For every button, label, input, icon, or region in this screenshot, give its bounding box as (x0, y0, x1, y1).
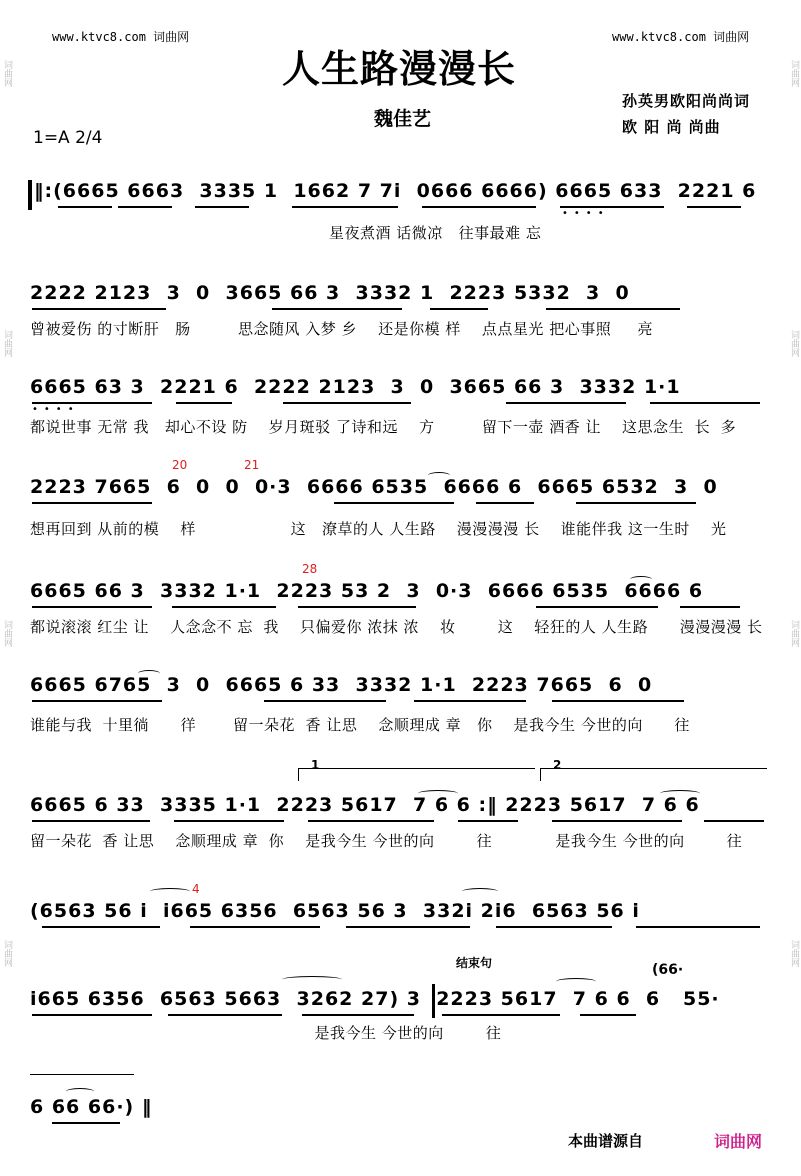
edge-watermark-left: 词曲网 (2, 620, 12, 647)
beam-line (506, 402, 626, 404)
beam-line (32, 820, 150, 822)
slur-mark (630, 576, 652, 583)
beam-line (546, 308, 680, 310)
beam-line (422, 206, 536, 208)
beam-line (292, 206, 398, 208)
slur-mark (462, 888, 498, 895)
beam-line (536, 606, 658, 608)
beam-line (176, 402, 232, 404)
slur-mark (282, 976, 342, 983)
footer-source-label: 本曲谱源自 (568, 1132, 644, 1150)
lyric-line: 留一朵花 香 让思 念顺理成 章 你 是我今生 今世的向 往 是我今生 今世的向 往 (30, 832, 743, 850)
slur-mark (556, 978, 596, 985)
slur-mark (660, 790, 700, 797)
beam-line (32, 502, 152, 504)
beam-line (174, 820, 284, 822)
beam-line (32, 700, 162, 702)
beam-line (272, 308, 402, 310)
beam-line (636, 926, 760, 928)
edge-watermark-left: 词曲网 (2, 940, 12, 967)
lyric-line: 曾被爱伤 的寸断肝 肠 思念随风 入梦 乡 还是你模 样 点点星光 把心事照 亮 (30, 320, 654, 338)
beam-line (168, 1014, 282, 1016)
beam-line (552, 820, 682, 822)
slur-mark (138, 670, 160, 677)
edge-watermark-left: 词曲网 (2, 60, 12, 87)
beam-line (264, 700, 386, 702)
notation-line: (6563 56 i i665 6356 6563 56 3 332i 2i6 6563 56 i (30, 900, 640, 922)
beam-line (476, 502, 534, 504)
beam-line (32, 1014, 152, 1016)
beam-line (346, 926, 470, 928)
beam-line (334, 502, 454, 504)
measure-number: 21 (244, 458, 260, 472)
grace-note-annotation: (66· (652, 962, 684, 978)
beam-line (650, 402, 760, 404)
beam-line (414, 700, 526, 702)
extension-line (30, 1074, 134, 1087)
repeat-start-barline (28, 180, 32, 210)
beam-line (580, 1014, 636, 1016)
beam-line (704, 820, 764, 822)
lyricist-credit: 孙英男欧阳尚尚词 (622, 92, 751, 110)
beam-line (552, 700, 684, 702)
beam-line (32, 606, 152, 608)
key-signature: 1=A 2/4 (33, 128, 103, 148)
measure-number: 28 (302, 562, 318, 576)
notation-line: 6665 63 3 2221 6 2222 2123 3 0 3665 66 3 3332 1·1 (30, 376, 681, 398)
beam-line (680, 606, 740, 608)
singer-name: 魏佳艺 (374, 108, 432, 130)
notation-line: 6 66 66·) ‖ (30, 1096, 153, 1118)
measure-number: 20 (172, 458, 188, 472)
edge-watermark-right: 词曲网 (789, 60, 799, 87)
slur-mark (66, 1088, 94, 1095)
lyric-line: 是我今生 今世的向 往 (30, 1024, 502, 1042)
slur-mark (150, 888, 190, 895)
page-title: 人生路漫漫长 (282, 47, 517, 91)
beam-line (32, 308, 166, 310)
lyric-line: 都说世事 无常 我 却心不设 防 岁月斑驳 了诗和远 方 留下一壶 酒香 让 这思念生 长 多 (30, 418, 737, 436)
edge-watermark-right: 词曲网 (789, 620, 799, 647)
composer-credit: 欧 阳 尚 尚曲 (622, 118, 721, 136)
measure-number: 4 (192, 882, 200, 896)
lyric-line: 都说滚滚 红尘 让 人念念不 忘 我 只偏爱你 浓抹 浓 妆 这 轻狂的人 人生路 漫漫漫漫 长 (30, 618, 763, 636)
site-link-right[interactable]: www.ktvc8.com 词曲网 (612, 30, 750, 44)
beam-line (687, 206, 741, 208)
footer-logo-link[interactable]: 词曲网 (714, 1132, 763, 1151)
edge-watermark-left: 词曲网 (2, 330, 12, 357)
notation-line: i665 6356 6563 5663 3262 27) 3 2223 5617 7 6 6 6 55· (30, 988, 720, 1010)
beam-line (302, 1014, 414, 1016)
notation-line: 6665 66 3 3332 1·1 2223 53 2 3 0·3 6666 6535 6666 6 (30, 580, 704, 602)
beam-line (298, 606, 416, 608)
edge-watermark-right: 词曲网 (789, 940, 799, 967)
notation-line: 2222 2123 3 0 3665 66 3 3332 1 2223 5332 3 0 (30, 282, 630, 304)
beam-line (195, 206, 249, 208)
notation-line: 6665 6 33 3335 1·1 2223 5617 7 6 6 :‖ 2223 5617 7 6 6 (30, 794, 700, 816)
lyric-line: 星夜煮酒 话微凉 往事最难 忘 (34, 224, 542, 242)
beam-line (458, 820, 518, 822)
edge-watermark-right: 词曲网 (789, 330, 799, 357)
notation-line: 6665 6765 3 0 6665 6 33 3332 1·1 2223 7665 6 0 (30, 674, 653, 696)
beam-line (496, 926, 612, 928)
beam-line (172, 606, 276, 608)
beam-line (118, 206, 172, 208)
beam-line (442, 1014, 560, 1016)
slur-mark (428, 472, 450, 479)
beam-line (190, 926, 320, 928)
lower-octave-dots: •••• (562, 208, 610, 219)
lower-octave-dots: •••• (32, 404, 80, 415)
beam-line (308, 820, 434, 822)
beam-line (283, 402, 411, 404)
beam-line (430, 308, 488, 310)
slur-mark (418, 790, 458, 797)
notation-line: ‖:(6665 6663 3335 1 1662 7 7i 0666 6666) 6665 633 2221 6 (34, 180, 757, 202)
lyric-line: 谁能与我 十里徜 徉 留一朵花 香 让思 念顺理成 章 你 是我今生 今世的向 往 (30, 716, 690, 734)
beam-line (52, 1122, 120, 1124)
beam-line (576, 502, 696, 504)
volta-bracket-1: 1 (298, 768, 535, 781)
lyric-line: 想再回到 从前的模 样 这 潦草的人 人生路 漫漫漫漫 长 谁能伴我 这一生时 光 (30, 520, 727, 538)
site-link-left[interactable]: www.ktvc8.com 词曲网 (52, 30, 190, 44)
beam-line (58, 206, 112, 208)
coda-label: 结束句 (456, 956, 493, 970)
notation-line: 2223 7665 6 0 0 0·3 6666 6535 6666 6 6665 6532 3 0 (30, 476, 718, 498)
volta-bracket-2: 2 (540, 768, 767, 781)
beam-line (42, 926, 160, 928)
